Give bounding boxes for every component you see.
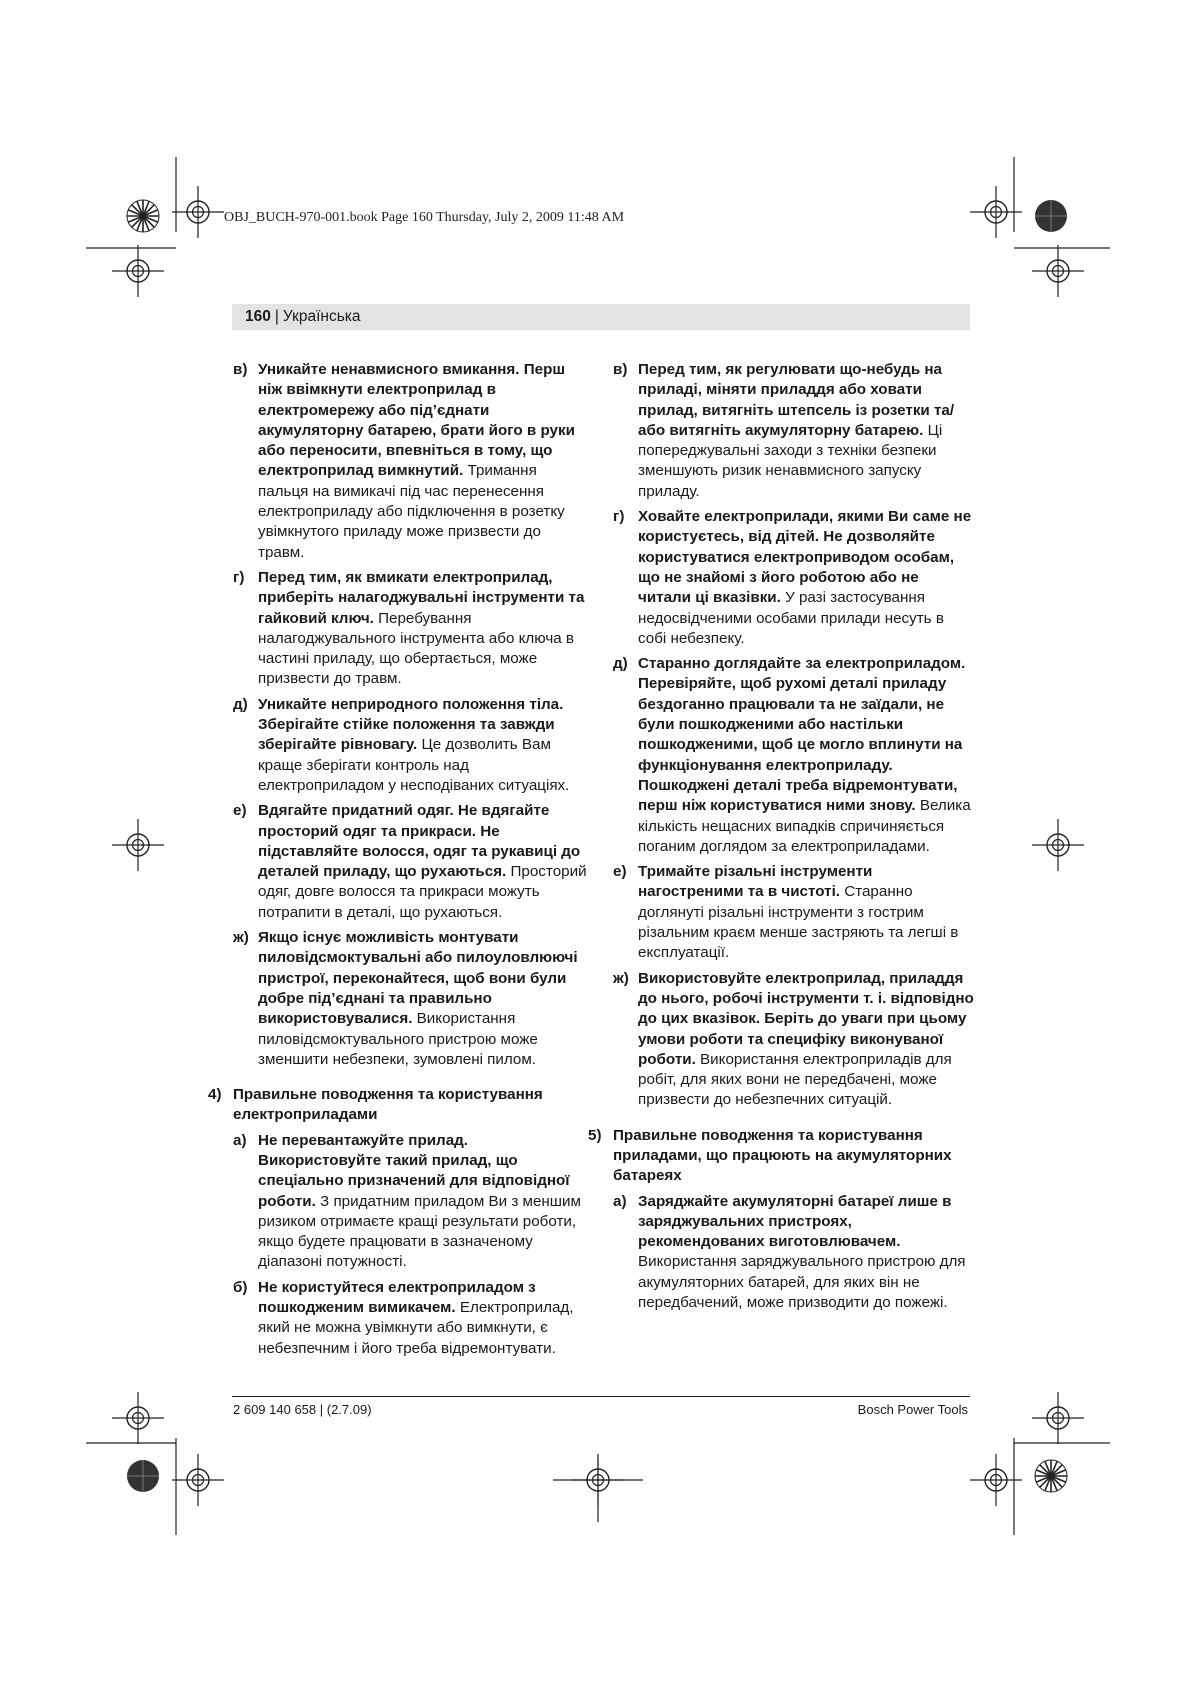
right-column — [588, 360, 975, 1318]
item-label: ж) — [613, 969, 629, 987]
registration-cross — [112, 1392, 164, 1444]
list-item — [613, 507, 975, 649]
item-bold-text: Тримайте різальні інструменти нагостреними та в чистоті. — [638, 863, 873, 901]
registration-cross — [112, 245, 164, 297]
item-text: Використання пиловідсмоктувального пристрою може зменшити небезпеки, зумовлені пилом. — [258, 1010, 538, 1068]
registration-cross — [112, 819, 164, 871]
section-heading-text: Правильне поводження та користування електроприладами — [233, 1086, 543, 1124]
registration-star-top-left — [127, 200, 159, 232]
item-text: Це дозволить Вам краще зберігати контроль над електроприладом у несподіваних ситуаціях. — [258, 736, 570, 794]
page-header — [232, 304, 970, 330]
item-bold-text: Перед тим, як вмикати електроприлад, приберіть налагоджувальні інструменти та гайковий ключ. — [258, 568, 585, 627]
list-item — [613, 1192, 975, 1314]
left-column — [208, 360, 589, 1364]
item-label: б) — [233, 1278, 248, 1296]
footer-document-number: 2 609 140 658 | (2.7.09) — [233, 1402, 372, 1417]
list-item — [233, 568, 589, 690]
registration-cross — [1032, 819, 1084, 871]
item-text: Ці попереджувальні заходи з техніки безпеки зменшують ризик ненавмисного запуску приладу. — [638, 421, 943, 500]
section-number: 5) — [588, 1126, 602, 1144]
item-text: Перебування налагоджувального інструмента або ключа в частині приладу, що обертається, може призвести до травм. — [258, 609, 574, 688]
section-heading-4 — [208, 1085, 589, 1126]
item-bold-text: Уникайте ненавмисного вмикання. Перш ніж ввімкнути електроприлад в електромережу або під’єднати акумуляторну батарею, брати його в руки або переносити, впевніться в тому, що електроприлад вимкнутий. — [258, 361, 575, 480]
registration-cross — [1032, 1392, 1084, 1444]
item-text: Старанно доглянуті різальні інструменти з гострим різальним краєм менше застряють та легші в експлуатації. — [638, 883, 959, 962]
item-text: У разі застосування недосвідченими особами прилади несуть в собі небезпеку. — [638, 589, 944, 647]
list-item — [613, 654, 975, 857]
registration-cross — [172, 186, 224, 238]
item-label: д) — [613, 655, 628, 673]
list-item — [233, 360, 589, 563]
list-item — [233, 928, 589, 1070]
item-label: ж) — [233, 929, 249, 947]
item-label: г) — [613, 508, 625, 526]
registration-cross — [172, 1454, 224, 1506]
item-text: Просторий одяг, довге волосся та прикраси можуть потрапити в деталі, що рухаються. — [258, 863, 587, 921]
item-bold-text: Уникайте неприродного положення тіла. Зберігайте стійке положення та завжди зберігайте рівновагу. — [258, 695, 564, 754]
item-label: г) — [233, 568, 245, 586]
item-label: в) — [613, 361, 628, 378]
registration-disc-top-right — [1035, 200, 1067, 232]
header-separator: | — [274, 308, 279, 325]
list-item — [613, 969, 975, 1111]
item-bold-text: Заряджайте акумуляторні батареї лише в заряджувальних пристроях, рекомендованих виготовлювачем. — [638, 1192, 952, 1251]
item-bold-text: Перед тим, як регулювати що-небудь на приладі, міняти приладдя або ховати прилад, витягніть штепсель із розетки та/або витягніть акумуляторну батарею. — [638, 361, 955, 439]
item-label: д) — [233, 695, 248, 713]
section-number: 4) — [208, 1086, 222, 1104]
item-text: Використання електроприладів для робіт, для яких вони не передбачені, може призвести до небезпечних ситуацій. — [638, 1050, 952, 1109]
item-bold-text: Вдягайте придатний одяг. Не вдягайте просторий одяг та прикраси. Не підставляйте волосся, одяг та рукавиці до деталей приладу, що рухаються. — [258, 802, 581, 881]
item-text: Використання заряджувального пристрою для акумуляторних батарей, для яких він не передбачений, може призводити до пожежі. — [638, 1253, 966, 1312]
item-label: а) — [233, 1131, 247, 1149]
item-label: в) — [233, 361, 248, 378]
list-item — [233, 1131, 589, 1273]
list-item — [613, 360, 975, 502]
list-item — [233, 1278, 589, 1359]
item-label: а) — [613, 1192, 627, 1210]
item-bold-text: Ховайте електроприлади, якими Ви саме не користуєтесь, від дітей. Не дозволяйте користуватися електроприводом особам, що не знайомі з його роботою або не читали ці вказівки. — [638, 508, 972, 607]
print-slug: OBJ_BUCH-970-001.book Page 160 Thursday, July 2, 2009 11:48 AM — [224, 210, 625, 225]
section-heading-5 — [588, 1126, 975, 1187]
item-bold-text: Не перевантажуйте прилад. Використовуйте такий прилад, що спеціально призначений для відповідної роботи. — [258, 1131, 570, 1210]
footer-brand: Bosch Power Tools — [857, 1402, 968, 1417]
list-item — [233, 801, 589, 923]
item-text: Велика кількість нещасних випадків спричиняється поганим доглядом за електроприладами. — [638, 797, 971, 855]
item-bold-text: Старанно доглядайте за електроприладом. Перевіряйте, щоб рухомі деталі приладу бездоганно працювали та не заїдали, не були пошкодженими або настільки пошкодженими, щоб це могло вплинути на функціонування електроприладу. Пошкоджені деталі треба відремонтувати, перш ніж користуватися ними знову. — [638, 655, 966, 815]
item-text: Тримання пальця на вимикачі під час перенесення електроприладу або підключення в розетку увімкнутого приладу може призвести до травм. — [258, 462, 565, 561]
item-label: е) — [613, 863, 627, 881]
footer-rule — [232, 1396, 970, 1397]
crop-marks-top — [86, 157, 1110, 248]
item-bold-text: Якщо існує можливість монтувати пиловідсмоктувальні або пилоуловлюючі пристрої, переконайтеся, щоб вони були добре під’єднані та правильно використовувалися. — [258, 929, 578, 1028]
item-bold-text: Використовуйте електроприлад, приладдя до нього, робочі інструменти т. і. відповідно до цих вказівок. Беріть до уваги при цьому умови роботи та специфіку виконуваної роботи. — [638, 969, 974, 1068]
item-text: Електроприлад, який не можна увімкнути або вимкнути, є небезпечним і його треба відремонтувати. — [258, 1299, 574, 1357]
registration-disc-bottom-left — [127, 1460, 159, 1492]
section-title: Українська — [282, 308, 361, 325]
list-item — [613, 862, 975, 963]
registration-star-bottom-right — [1035, 1460, 1067, 1492]
registration-cross — [1032, 245, 1084, 297]
page-number: 160 — [245, 308, 271, 325]
item-label: е) — [233, 802, 247, 820]
item-text: З придатним приладом Ви з меншим ризиком отримаєте кращі результати роботи, якщо будете працювати в зазначеному діапазоні потужності. — [258, 1192, 581, 1271]
item-bold-text: Не користуйтеся електроприладом з пошкодженим вимикачем. — [258, 1278, 536, 1317]
section-heading-text: Правильне поводження та користування приладами, що працюють на акумуляторних батареях — [613, 1126, 952, 1185]
list-item — [233, 695, 589, 796]
